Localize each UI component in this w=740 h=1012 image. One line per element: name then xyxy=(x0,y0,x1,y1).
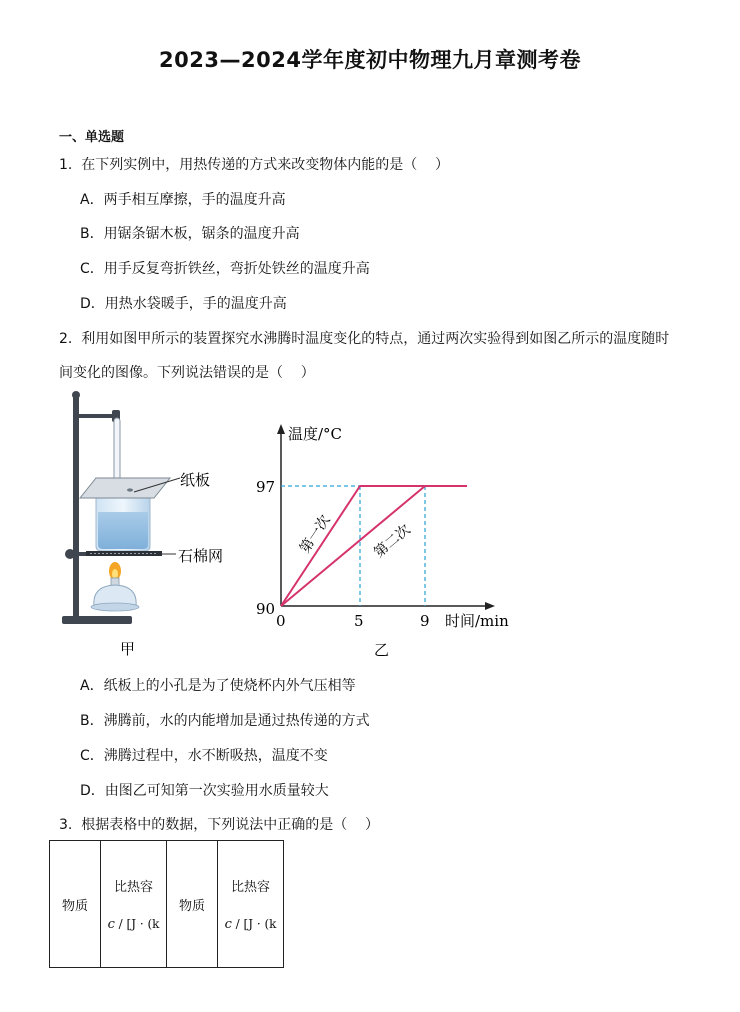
table-unit-var: c xyxy=(107,917,115,932)
question-2-stem-line1: 2. 利用如图甲所示的装置探究水沸腾时温度变化的特点，通过两次实验得到如图乙所示的温度随时 xyxy=(59,331,670,347)
page-title: 2023—2024学年度初中物理九月章测考卷 xyxy=(159,48,581,72)
question-2-option-a: A．纸板上的小孔是为了使烧杯内外气压相等 xyxy=(80,678,356,694)
table-unit-var-2: c xyxy=(224,917,232,932)
specific-heat-table xyxy=(49,840,284,968)
label-yi: 乙 xyxy=(374,641,390,659)
y-tick-97: 97 xyxy=(256,478,276,496)
question-2-option-c: C．沸腾过程中，水不断吸热，温度不变 xyxy=(80,748,328,764)
x-tick-0: 0 xyxy=(276,612,286,630)
table-header-substance: 物质 xyxy=(61,898,88,914)
table-cell-specific-heat-2 xyxy=(218,841,284,968)
question-1-stem: 1. 在下列实例中，用热传递的方式来改变物体内能的是（ ） xyxy=(59,157,450,173)
series-first-label: 第一次 xyxy=(297,512,334,557)
question-2-option-b: B．沸腾前，水的内能增加是通过热传递的方式 xyxy=(80,713,370,729)
label-jia: 甲 xyxy=(120,640,136,658)
label-cardboard: 纸板 xyxy=(180,471,211,489)
table-unit-text-2: / [J · (k xyxy=(231,917,277,931)
series-second-label: 第二次 xyxy=(371,521,414,562)
y-axis-label: 温度/°C xyxy=(288,425,343,443)
table-cell-substance xyxy=(50,841,101,968)
question-2-option-d: D．由图乙可知第一次实验用水质量较大 xyxy=(80,783,329,799)
question-1-option-b: B．用锯条锯木板，锯条的温度升高 xyxy=(80,226,300,242)
question-1-option-a: A．两手相互摩擦，手的温度升高 xyxy=(80,192,286,208)
section-heading: 一、单选题 xyxy=(59,130,125,145)
table-row xyxy=(50,841,284,968)
question-2-stem-line2: 间变化的图像。下列说法错误的是（ ） xyxy=(59,365,315,381)
question-1-option-d: D．用热水袋暖手，手的温度升高 xyxy=(80,296,287,312)
y-axis-arrow-icon xyxy=(277,424,285,434)
question-3-stem: 3. 根据表格中的数据，下列说法中正确的是（ ） xyxy=(59,817,380,833)
apparatus-illustration xyxy=(62,391,180,624)
table-unit-text: / [J · (k xyxy=(114,917,160,931)
question-2-figure xyxy=(52,388,522,666)
y-tick-90: 90 xyxy=(256,600,276,618)
x-tick-5: 5 xyxy=(354,612,364,630)
x-axis-label: 时间/min xyxy=(445,612,509,630)
label-asbestos-gauze: 石棉网 xyxy=(178,547,224,565)
table-cell-specific-heat xyxy=(101,841,167,968)
table-header-specific-heat: 比热容 xyxy=(113,880,153,895)
table-cell-substance-2 xyxy=(167,841,218,968)
table-header-specific-heat-2: 比热容 xyxy=(230,880,270,895)
x-axis-arrow-icon xyxy=(485,602,495,610)
x-tick-9: 9 xyxy=(420,612,430,630)
temperature-time-graph xyxy=(256,424,509,630)
question-1-option-c: C．用手反复弯折铁丝，弯折处铁丝的温度升高 xyxy=(80,261,370,277)
table-header-substance-2: 物质 xyxy=(178,898,205,914)
